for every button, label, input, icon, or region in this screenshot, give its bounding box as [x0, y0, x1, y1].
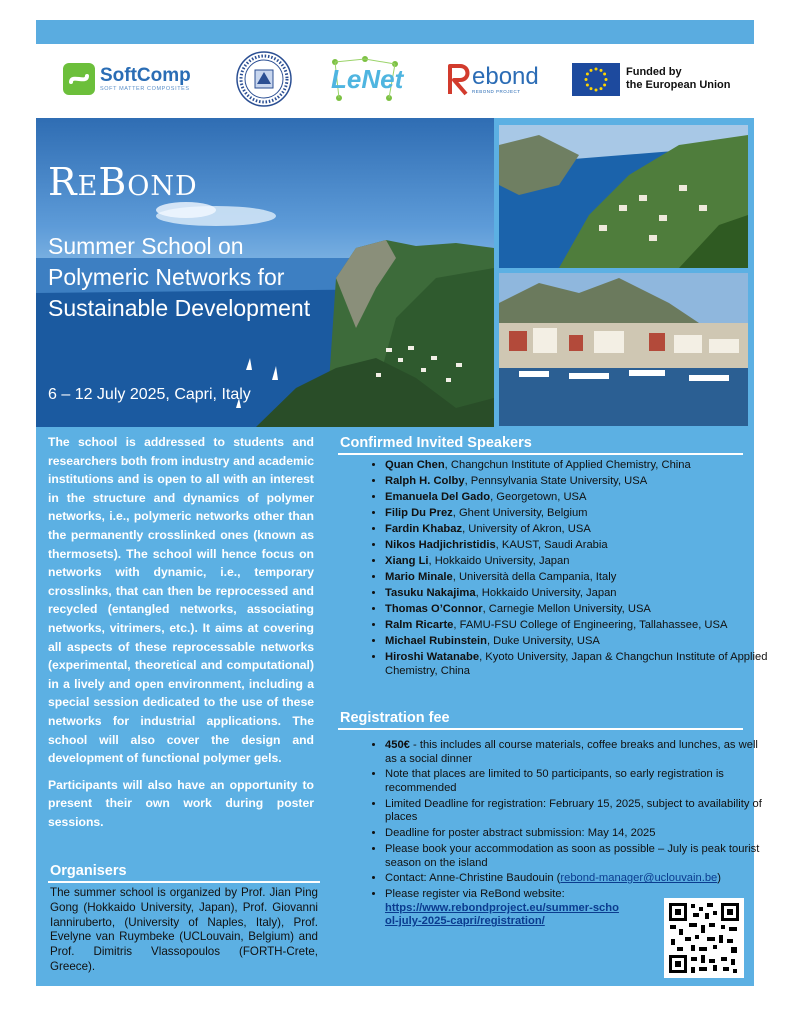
description-paragraph: The school is addressed to students and researchers both from industry and academic institutions and is open to all with an interest in the structure and dynamics of polymer networks, i.e., polymeric networks other than the permanently crosslinked ones (known as thermosets). The school will hence focus on networks with dynamic, i.e., temporary crosslinks, that can then be reprocessed and recycled (entangled networks, associating networks, vitrimers, etc.). It aims at covering all aspects of these reprocessable networks (experimental, theoretical and computational) in a lively and open environment, including a special session dedicated to the use of these networks for industrial applications. The school will also cover the design and development of functional polymer gels.: [48, 435, 314, 766]
speaker-item: [385, 507, 770, 521]
fee-item: • Deadline for poster abstract submission: May 14, 2025: [385, 827, 770, 841]
softcomp-name: SoftComp: [100, 65, 191, 86]
subtitle-line-3: Sustainable Development: [48, 295, 311, 321]
lenet-wordmark: LeNet: [331, 63, 404, 94]
rebond-wordmark: ebond: [472, 62, 539, 90]
speaker-affiliation: , Carnegie Mellon University, USA: [482, 603, 651, 615]
speaker-name: Thomas O’Connor: [385, 603, 483, 615]
speaker-name: Xiang Li: [385, 555, 429, 567]
speaker-affiliation: , FAMU-FSU College of Engineering, Tallahassee, USA: [453, 619, 728, 631]
registration-qr-code[interactable]: [664, 898, 744, 978]
speaker-affiliation: , Kyoto University, Japan & Changchun Institute of Applied Chemistry, China: [385, 651, 768, 677]
organisers-divider: [48, 881, 320, 883]
speaker-affiliation: , Pennsylvania State University, USA: [464, 475, 648, 487]
speaker-name: Ralm Ricarte: [385, 619, 454, 631]
speaker-affiliation: , University of Akron, USA: [462, 523, 591, 535]
speaker-name: Filip Du Prez: [385, 507, 453, 519]
speaker-item: [385, 555, 770, 569]
speaker-name: Hiroshi Watanabe: [385, 651, 480, 663]
fee-item: • Limited Deadline for registration: February 15, 2025, subject to availability of places: [385, 798, 770, 825]
speaker-item: [385, 571, 770, 585]
speaker-affiliation: , Changchun Institute of Applied Chemistry, China: [444, 459, 691, 471]
organisers-text: The summer school is organized by Prof. Jian Ping Gong (Hokkaido University, Japan), Prof. Giovanni Ianniruberto, (University of Naples, Italy), Prof. Evelyne van Ruymbeke (UCLouvain, Belgium) and Prof. Dimitris Vlassopoulos (FORTH-Crete, Greece).: [50, 886, 318, 973]
fee-item-price: [385, 739, 770, 766]
speaker-item: [385, 539, 770, 553]
speaker-item: [385, 491, 770, 505]
event-subtitle: [48, 231, 488, 324]
fee-item-contact: [385, 872, 770, 886]
speaker-item: [385, 619, 770, 633]
eu-funded-line2: the European Union: [626, 79, 731, 91]
rebond-r-icon: [446, 62, 472, 96]
eu-flag-icon: [572, 63, 620, 96]
contact-email-link[interactable]: rebond-manager@uclouvain.be: [560, 872, 718, 885]
top-color-bar: [36, 20, 754, 44]
speaker-affiliation: , KAUST, Saudi Arabia: [495, 539, 608, 551]
speaker-item: [385, 459, 770, 473]
speakers-heading: Confirmed Invited Speakers: [340, 435, 532, 451]
speaker-name: Quan Chen: [385, 459, 445, 471]
contact-prefix: Contact: Anne-Christine Baudouin (: [385, 872, 561, 885]
subtitle-line-1: Summer School on: [48, 233, 244, 259]
partner-logos: [36, 48, 754, 110]
lenet-logo: [327, 48, 403, 110]
speaker-item: [385, 587, 770, 601]
fee-price-details: - this includes all course materials, coffee breaks and lunches, as well as a social dinner: [385, 739, 758, 765]
speaker-item: [385, 475, 770, 489]
harbour-photo-illustration: [499, 273, 748, 426]
organisers-heading: Organisers: [50, 863, 127, 879]
speakers-list: [363, 459, 770, 681]
speaker-name: Ralph H. Colby: [385, 475, 465, 487]
contact-suffix: ): [717, 872, 722, 885]
fee-price: 450€: [385, 739, 410, 751]
eu-funded-line1: Funded by: [626, 66, 682, 78]
softcomp-icon: [62, 62, 96, 96]
speaker-name: Fardin Khabaz: [385, 523, 463, 535]
capri-coast-photo: [499, 125, 748, 268]
speaker-name: Tasuku Nakajima: [385, 587, 476, 599]
speaker-affiliation: , Duke University, USA: [486, 635, 600, 647]
registration-fee-heading: Registration fee: [340, 710, 450, 726]
speaker-name: Nikos Hadjichristidis: [385, 539, 496, 551]
event-brand-title: ReBond: [48, 160, 198, 204]
capri-harbour-photo: [499, 273, 748, 426]
speaker-affiliation: , Università della Campania, Italy: [452, 571, 617, 583]
hero-banner: [36, 118, 494, 427]
school-description: [48, 433, 314, 839]
seal-icon: [235, 50, 293, 108]
event-date-location: 6 – 12 July 2025, Capri, Italy: [48, 386, 251, 403]
speaker-item: [385, 603, 770, 617]
qr-code-icon: [667, 901, 741, 975]
fee-divider: [338, 728, 743, 730]
registration-url-link[interactable]: https://www.rebondproject.eu/summer-school-july-2025-capri/registration/: [385, 901, 619, 928]
speaker-name: Emanuela Del Gado: [385, 491, 491, 503]
eu-funding-logo: [572, 48, 731, 110]
rebond-tagline: REBOND PROJECT: [472, 88, 521, 94]
rebond-logo: [446, 48, 539, 110]
register-prefix: Please register via ReBond website:: [385, 888, 565, 901]
fee-item: • Please book your accommodation as soon as possible – July is peak tourist season on the island: [385, 843, 770, 870]
softcomp-tagline: SOFT MATTER COMPOSITES: [100, 86, 190, 92]
poster-session-note: Participants will also have an opportunity to present their own work during poster sessions.: [48, 777, 314, 829]
fee-item: • Note that places are limited to 50 participants, so early registration is recommended: [385, 768, 770, 795]
softcomp-logo: [62, 48, 191, 110]
speaker-affiliation: , Georgetown, USA: [490, 491, 587, 503]
speaker-item: [385, 635, 770, 649]
speaker-affiliation: , Hokkaido University, Japan: [428, 555, 570, 567]
speaker-name: Michael Rubinstein: [385, 635, 487, 647]
speaker-item: [385, 651, 770, 679]
speakers-divider: [338, 453, 743, 455]
speaker-item: [385, 523, 770, 537]
coast-photo-illustration: [499, 125, 748, 268]
speaker-affiliation: , Hokkaido University, Japan: [475, 587, 617, 599]
subtitle-line-2: Polymeric Networks for: [48, 264, 285, 290]
speaker-name: Mario Minale: [385, 571, 453, 583]
speaker-affiliation: , Ghent University, Belgium: [452, 507, 588, 519]
university-seal: [235, 48, 293, 110]
